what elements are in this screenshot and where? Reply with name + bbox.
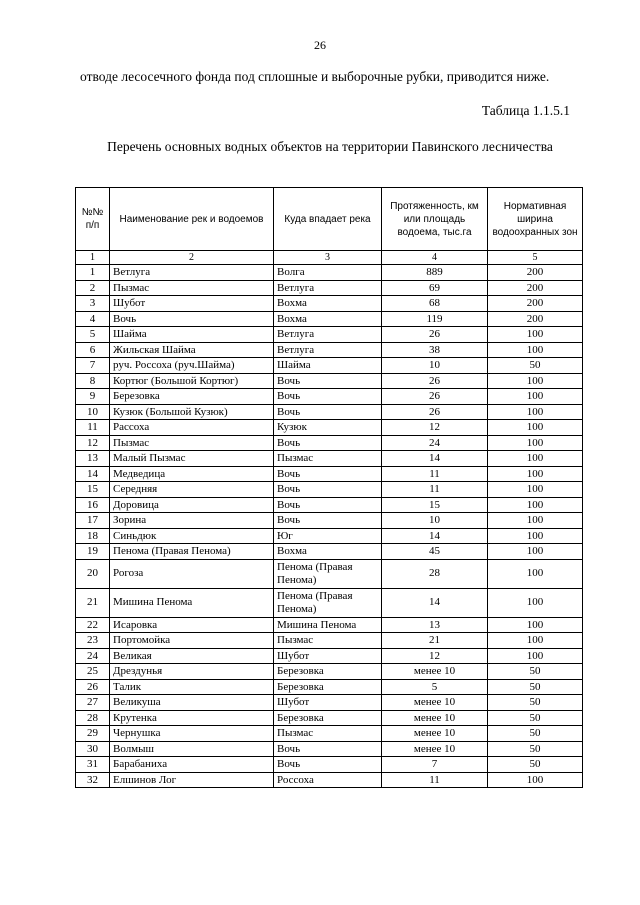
cell-zone-width: 50 — [488, 757, 583, 773]
cell-number: 11 — [76, 420, 110, 436]
header-outflow: Куда впадает река — [274, 188, 382, 251]
header-length: Протяженность, км или площадь водоема, тыс.га — [382, 188, 488, 251]
cell-outflow: Березовка — [274, 710, 382, 726]
cell-number: 2 — [76, 280, 110, 296]
cell-zone-width: 100 — [488, 648, 583, 664]
cell-length: 21 — [382, 633, 488, 649]
cell-outflow: Пызмас — [274, 726, 382, 742]
cell-name: Великуша — [110, 695, 274, 711]
cell-zone-width: 100 — [488, 513, 583, 529]
cell-zone-width: 50 — [488, 664, 583, 680]
cell-name: Синьдюк — [110, 528, 274, 544]
cell-length: менее 10 — [382, 726, 488, 742]
header-number: №№ п/п — [76, 188, 110, 251]
cell-outflow: Березовка — [274, 679, 382, 695]
cell-outflow: Юг — [274, 528, 382, 544]
cell-outflow: Пызмас — [274, 451, 382, 467]
cell-zone-width: 50 — [488, 358, 583, 374]
table-row — [76, 710, 583, 726]
cell-outflow: Ветлуга — [274, 327, 382, 343]
table-row — [76, 466, 583, 482]
cell-zone-width: 100 — [488, 342, 583, 358]
cell-name: Малый Пызмас — [110, 451, 274, 467]
cell-zone-width: 50 — [488, 710, 583, 726]
cell-length: 10 — [382, 513, 488, 529]
cell-length: 38 — [382, 342, 488, 358]
cell-zone-width: 100 — [488, 772, 583, 788]
cell-zone-width: 100 — [488, 544, 583, 560]
cell-outflow: Пызмас — [274, 633, 382, 649]
cell-outflow: Вочь — [274, 435, 382, 451]
cell-zone-width: 100 — [488, 373, 583, 389]
table-row — [76, 726, 583, 742]
cell-length: менее 10 — [382, 741, 488, 757]
cell-name: Зорина — [110, 513, 274, 529]
cell-length: 26 — [382, 373, 488, 389]
cell-length: 7 — [382, 757, 488, 773]
cell-zone-width: 100 — [488, 588, 583, 617]
cell-zone-width: 50 — [488, 726, 583, 742]
cell-outflow: Ветлуга — [274, 280, 382, 296]
cell-number: 7 — [76, 358, 110, 374]
table-row — [76, 358, 583, 374]
table-row — [76, 373, 583, 389]
table-row — [76, 497, 583, 513]
cell-name: Барабаниха — [110, 757, 274, 773]
table-row — [76, 404, 583, 420]
cell-name: Ветлуга — [110, 265, 274, 281]
cell-outflow: Вочь — [274, 389, 382, 405]
cell-length: 12 — [382, 648, 488, 664]
table-row — [76, 389, 583, 405]
cell-outflow: Шайма — [274, 358, 382, 374]
cell-outflow: Вохма — [274, 311, 382, 327]
cell-length: менее 10 — [382, 664, 488, 680]
cell-number: 9 — [76, 389, 110, 405]
cell-zone-width: 100 — [488, 389, 583, 405]
table-row — [76, 296, 583, 312]
cell-length: 15 — [382, 497, 488, 513]
cell-length: 10 — [382, 358, 488, 374]
cell-length: 11 — [382, 482, 488, 498]
cell-zone-width: 100 — [488, 451, 583, 467]
table-row — [76, 528, 583, 544]
cell-length: менее 10 — [382, 710, 488, 726]
cell-outflow: Волга — [274, 265, 382, 281]
cell-name: Пызмас — [110, 435, 274, 451]
table-row — [76, 772, 583, 788]
cell-number: 4 — [76, 311, 110, 327]
header-name: Наименование рек и водоемов — [110, 188, 274, 251]
table-body — [76, 251, 583, 788]
cell-name: Пызмас — [110, 280, 274, 296]
cell-name: Волмыш — [110, 741, 274, 757]
cell-number: 14 — [76, 466, 110, 482]
table-row — [76, 648, 583, 664]
cell-name: Доровица — [110, 497, 274, 513]
cell-name: Кортюг (Большой Кортюг) — [110, 373, 274, 389]
cell-name: Жильская Шайма — [110, 342, 274, 358]
cell-number: 3 — [76, 296, 110, 312]
cell-number: 10 — [76, 404, 110, 420]
column-number: 2 — [110, 251, 274, 265]
table-row — [76, 451, 583, 467]
cell-outflow: Вочь — [274, 497, 382, 513]
cell-length: 26 — [382, 404, 488, 420]
cell-zone-width: 100 — [488, 482, 583, 498]
cell-number: 6 — [76, 342, 110, 358]
table-row — [76, 435, 583, 451]
cell-number: 17 — [76, 513, 110, 529]
column-numbers-row — [76, 251, 583, 265]
cell-number: 5 — [76, 327, 110, 343]
table-label: Таблица 1.1.5.1 — [481, 103, 570, 118]
cell-name: Медведица — [110, 466, 274, 482]
cell-number: 19 — [76, 544, 110, 560]
cell-length: 11 — [382, 772, 488, 788]
cell-name: Талик — [110, 679, 274, 695]
cell-number: 20 — [76, 559, 110, 588]
cell-outflow: Шубот — [274, 648, 382, 664]
cell-number: 8 — [76, 373, 110, 389]
cell-length: 26 — [382, 389, 488, 405]
cell-length: 14 — [382, 451, 488, 467]
cell-outflow: Вочь — [274, 373, 382, 389]
table-row — [76, 265, 583, 281]
table-header-row — [76, 188, 583, 251]
table-row — [76, 342, 583, 358]
table-row — [76, 311, 583, 327]
cell-number: 23 — [76, 633, 110, 649]
table-row — [76, 544, 583, 560]
cell-outflow: Вочь — [274, 404, 382, 420]
table-row — [76, 559, 583, 588]
table-row — [76, 482, 583, 498]
cell-name: Березовка — [110, 389, 274, 405]
cell-number: 18 — [76, 528, 110, 544]
cell-number: 31 — [76, 757, 110, 773]
table-row — [76, 695, 583, 711]
column-number: 4 — [382, 251, 488, 265]
intro-paragraph: отводе лесосечного фонда под сплошные и выборочные рубки, приводится ниже. — [80, 69, 550, 84]
cell-outflow: Мишина Пенома — [274, 617, 382, 633]
cell-number: 27 — [76, 695, 110, 711]
cell-zone-width: 100 — [488, 497, 583, 513]
cell-outflow: Ветлуга — [274, 342, 382, 358]
cell-name: Елшинов Лог — [110, 772, 274, 788]
cell-zone-width: 100 — [488, 633, 583, 649]
cell-name: Шайма — [110, 327, 274, 343]
cell-length: 45 — [382, 544, 488, 560]
cell-zone-width: 100 — [488, 404, 583, 420]
cell-outflow: Кузюк — [274, 420, 382, 436]
cell-number: 32 — [76, 772, 110, 788]
cell-length: 24 — [382, 435, 488, 451]
cell-name: Кузюк (Большой Кузюк) — [110, 404, 274, 420]
cell-name: Крутенка — [110, 710, 274, 726]
cell-number: 16 — [76, 497, 110, 513]
cell-outflow: Березовка — [274, 664, 382, 680]
cell-outflow: Вочь — [274, 482, 382, 498]
table-row — [76, 664, 583, 680]
cell-length: 11 — [382, 466, 488, 482]
cell-length: 889 — [382, 265, 488, 281]
table-row — [76, 757, 583, 773]
cell-zone-width: 100 — [488, 435, 583, 451]
cell-name: Рогоза — [110, 559, 274, 588]
cell-outflow: Вохма — [274, 296, 382, 312]
cell-number: 15 — [76, 482, 110, 498]
table-row — [76, 513, 583, 529]
table-row — [76, 633, 583, 649]
cell-zone-width: 50 — [488, 695, 583, 711]
cell-number: 24 — [76, 648, 110, 664]
cell-name: Середняя — [110, 482, 274, 498]
cell-length: 12 — [382, 420, 488, 436]
cell-number: 30 — [76, 741, 110, 757]
table-row — [76, 327, 583, 343]
cell-outflow: Вочь — [274, 466, 382, 482]
cell-name: Портомойка — [110, 633, 274, 649]
cell-number: 26 — [76, 679, 110, 695]
cell-length: менее 10 — [382, 695, 488, 711]
cell-zone-width: 200 — [488, 296, 583, 312]
column-number: 3 — [274, 251, 382, 265]
cell-length: 69 — [382, 280, 488, 296]
page-number: 26 — [314, 38, 326, 52]
cell-zone-width: 100 — [488, 327, 583, 343]
table-row — [76, 741, 583, 757]
cell-number: 1 — [76, 265, 110, 281]
cell-outflow: Пенома (Правая Пенома) — [274, 559, 382, 588]
table-row — [76, 420, 583, 436]
header-zone-width: Нормативная ширина водоохранных зон — [488, 188, 583, 251]
cell-number: 29 — [76, 726, 110, 742]
cell-length: 5 — [382, 679, 488, 695]
cell-name: Шубот — [110, 296, 274, 312]
cell-outflow: Россоха — [274, 772, 382, 788]
cell-number: 21 — [76, 588, 110, 617]
cell-length: 14 — [382, 588, 488, 617]
cell-name: Исаровка — [110, 617, 274, 633]
cell-name: руч. Россоха (руч.Шайма) — [110, 358, 274, 374]
cell-outflow: Шубот — [274, 695, 382, 711]
cell-name: Дрездунья — [110, 664, 274, 680]
cell-number: 28 — [76, 710, 110, 726]
cell-zone-width: 100 — [488, 559, 583, 588]
cell-name: Пенома (Правая Пенома) — [110, 544, 274, 560]
cell-name: Вочь — [110, 311, 274, 327]
cell-name: Мишина Пенома — [110, 588, 274, 617]
water-bodies-table — [75, 187, 583, 788]
cell-outflow: Вочь — [274, 513, 382, 529]
cell-zone-width: 200 — [488, 311, 583, 327]
cell-outflow: Пенома (Правая Пенома) — [274, 588, 382, 617]
cell-outflow: Вохма — [274, 544, 382, 560]
cell-name: Рассоха — [110, 420, 274, 436]
cell-zone-width: 200 — [488, 280, 583, 296]
cell-length: 26 — [382, 327, 488, 343]
cell-name: Чернушка — [110, 726, 274, 742]
cell-outflow: Вочь — [274, 757, 382, 773]
column-number: 5 — [488, 251, 583, 265]
table-row — [76, 679, 583, 695]
cell-zone-width: 50 — [488, 741, 583, 757]
cell-number: 12 — [76, 435, 110, 451]
cell-outflow: Вочь — [274, 741, 382, 757]
cell-length: 14 — [382, 528, 488, 544]
cell-length: 13 — [382, 617, 488, 633]
cell-length: 119 — [382, 311, 488, 327]
cell-number: 22 — [76, 617, 110, 633]
table-row — [76, 588, 583, 617]
cell-number: 13 — [76, 451, 110, 467]
cell-zone-width: 100 — [488, 617, 583, 633]
cell-zone-width: 200 — [488, 265, 583, 281]
cell-name: Великая — [110, 648, 274, 664]
cell-length: 68 — [382, 296, 488, 312]
cell-length: 28 — [382, 559, 488, 588]
column-number: 1 — [76, 251, 110, 265]
cell-number: 25 — [76, 664, 110, 680]
table-caption: Перечень основных водных объектов на территории Павинского лесничества — [107, 139, 553, 154]
table-row — [76, 617, 583, 633]
cell-zone-width: 50 — [488, 679, 583, 695]
table-row — [76, 280, 583, 296]
cell-zone-width: 100 — [488, 420, 583, 436]
cell-zone-width: 100 — [488, 528, 583, 544]
cell-zone-width: 100 — [488, 466, 583, 482]
